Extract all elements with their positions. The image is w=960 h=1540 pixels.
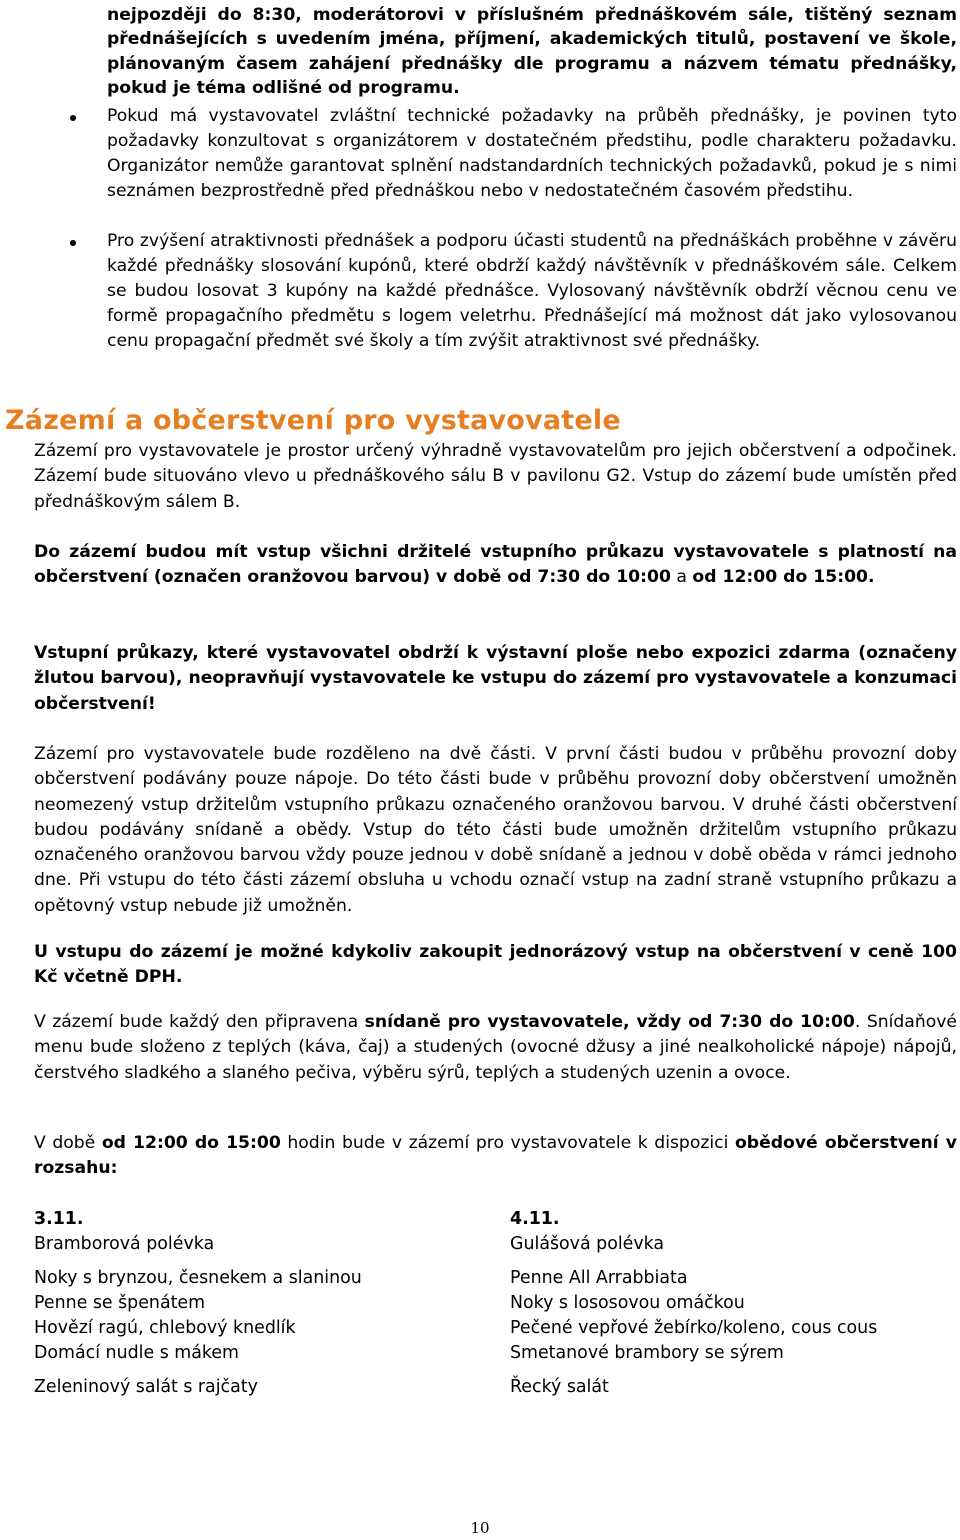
page-number: 10 — [470, 1519, 490, 1537]
menu-day-date: 4.11. — [510, 1209, 560, 1229]
continuation-paragraph: nejpozději do 8:30, moderátorovi v příslušném přednáškovém sále, tištěný seznam přednášejících s uvedením jména, příjmení, akademických titulů, postavení ve škole, plánovaným časem zahájení přednášky dle programu a názvem tématu přednášky, pokud je téma odlišné od programu. — [107, 5, 957, 98]
bullet-text: Pro zvýšení atraktivnosti přednášek a podporu účasti studentů na přednáškách proběhne v závěru každé přednášky slosování kupónů, které obdrží každý návštěvník v přednáškovém sále. Celkem se budou losovat 3 kupóny na každé přednášce. Vylosovaný návštěvník obdrží věcnou cenu ve formě propagačního předmětu s logem veletrhu. Přednášející má možnost dát jako vylosovanou cenu propagační předmět své školy a tím zvýšit atraktivnost své přednášky. — [107, 231, 957, 351]
lunch-time-bold: od 12:00 do 15:00 — [101, 1133, 281, 1153]
section-heading: Zázemí a občerstvení pro vystavovatele — [5, 405, 621, 436]
menu-main: Noky s lososovou omáčkou — [510, 1292, 745, 1313]
breakfast-intro: V zázemí bude každý den připravena — [34, 1012, 365, 1032]
paragraph-one-time-entry: U vstupu do zázemí je možné kdykoliv zakoupit jednorázový vstup na občerstvení v ceně 100 Kč včetně DPH. — [34, 942, 957, 988]
menu-soup: Gulášová polévka — [510, 1234, 665, 1255]
bullet-dot-icon — [70, 115, 76, 121]
menu-column-day1 — [34, 1207, 474, 1400]
access-bold-text: Do zázemí budou mít vstup všichni držitelé vstupního průkazu vystavovatele s platností na občerstvení (označen oranžovou barvou) v době od 7:30 do 10:00 — [34, 542, 957, 588]
breakfast-bold: snídaně pro vystavovatele, vždy od 7:30 do 10:00 — [364, 1012, 855, 1032]
lunch-bold-end: obědové občerstvení v rozsahu: — [34, 1133, 957, 1179]
menu-main: Pečené vepřové žebírko/koleno, cous cous — [510, 1318, 878, 1339]
menu-column-day2 — [510, 1207, 950, 1400]
lunch-middle: hodin bude v zázemí pro vystavovatele k dispozici — [280, 1133, 735, 1153]
access-connector-text: a — [670, 567, 693, 588]
paragraph-premises: Zázemí pro vystavovatele je prostor určený výhradně vystavovatelům pro jejich občerstvení a odpočinek. Zázemí bude situováno vlevo u přednáškového sálu B v pavilonu G2. Vstup do zázemí bude umístěn před přednáškovým sálem B. — [34, 441, 957, 512]
menu-main: Smetanové brambory se sýrem — [510, 1343, 784, 1364]
bullet-list — [70, 104, 957, 204]
menu-soup: Bramborová polévka — [34, 1234, 215, 1255]
paragraph-breakfast — [34, 1010, 957, 1086]
menu-salad: Zeleninový salát s rajčaty — [34, 1376, 258, 1397]
lunch-intro: V době — [34, 1133, 102, 1153]
bullet-item — [70, 229, 957, 354]
menu-salad: Řecký salát — [510, 1376, 609, 1397]
menu-main: Domácí nudle s mákem — [34, 1343, 239, 1364]
paragraph-lunch — [34, 1131, 957, 1182]
menu-main: Penne se špenátem — [34, 1292, 206, 1313]
menu-main: Penne All Arrabbiata — [510, 1267, 688, 1288]
bullet-dot-icon — [70, 240, 76, 246]
breakfast-details: . Snídaňové menu bude složeno z teplých (káva, čaj) a studených (ovocné džusy a jiné nealkoholické nápoje) nápojů, čerstvého sladkého a slaného pečiva, výběru sýrů, teplých a studených uzenin a ovoce. — [34, 1012, 957, 1083]
bullet-text: Pokud má vystavovatel zvláštní technické požadavky na průběh přednášky, je povinen tyto požadavky konzultovat s organizátorem v dostatečném předstihu, podle charakteru požadavku. Organizátor nemůže garantovat splnění nadstandardních technických požadavků, pokud je s nimi seznámen bezprostředně před přednáškou nebo v nedostatečném časovém předstihu. — [107, 106, 957, 201]
bullet-item — [70, 104, 957, 204]
menu-day-date: 3.11. — [34, 1209, 84, 1229]
bullet-list — [70, 229, 957, 354]
access-bold-time: od 12:00 do 15:00. — [692, 567, 875, 588]
menu-main: Noky s brynzou, česnekem a slaninou — [34, 1267, 362, 1288]
menu-main: Hovězí ragú, chlebový knedlík — [34, 1318, 296, 1339]
paragraph-sections: Zázemí pro vystavovatele bude rozděleno na dvě části. V první části budou v průběhu provozní doby občerstvení podávány pouze nápoje. Do této části bude v průběhu provozní doby občerstvení umožněn neomezený vstup držitelům vstupního průkazu označeného oranžovou barvou. V druhé části občerstvení budou podávány snídaně a obědy. Vstup do této části bude umožněn držitelům vstupního průkazu označeného oranžovou barvou vždy pouze jednou v době snídaně a jednou v době oběda v rámci jednoho dne. Při vstupu do této části zázemí obsluha u vchodu označí vstup na zadní straně vstupního průkazu a opětovný vstup nebude již umožněn. — [34, 744, 957, 916]
paragraph-access — [34, 540, 957, 591]
paragraph-pass-warning: Vstupní průkazy, které vystavovatel obdrží k výstavní ploše nebo expozici zdarma (označeny žlutou barvou), neopravňují vystavovatele ke vstupu do zázemí pro vystavovatele a konzumaci občerstvení! — [34, 643, 957, 714]
